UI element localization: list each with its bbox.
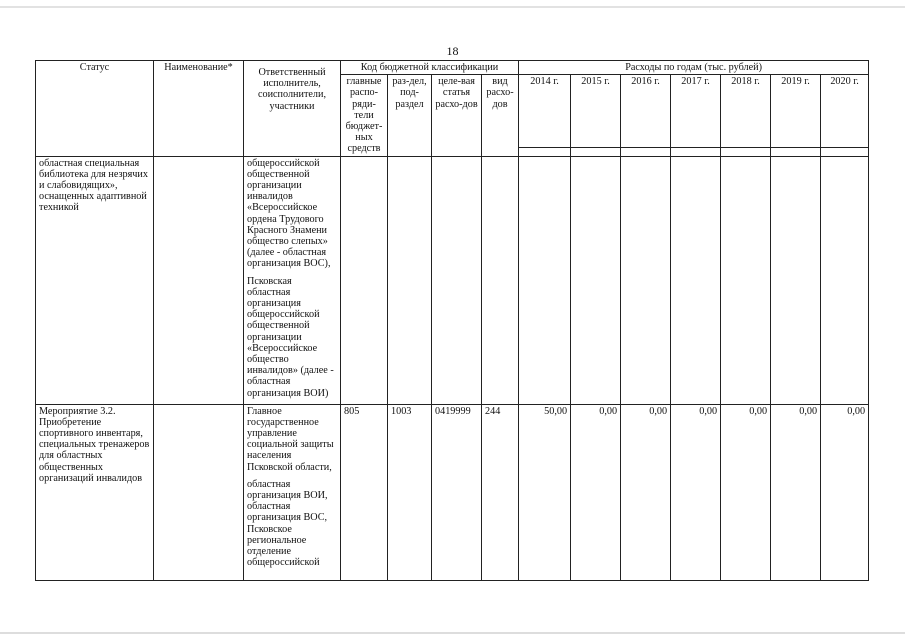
value-2019 <box>771 156 821 404</box>
header-row-1 <box>36 61 869 75</box>
scan-bottom-edge <box>0 632 905 634</box>
header-status: Статус <box>36 61 154 157</box>
value-2017 <box>671 156 721 404</box>
responsible-part: областная организация ВОИ, областная организация ВОС, Псковское региональное отделение общероссийской <box>247 478 328 569</box>
header-year-2020: 2020 г. <box>821 75 869 148</box>
value-2019: 0,00 <box>771 404 821 580</box>
code-section: 1003 <box>388 404 432 580</box>
header-year-2017: 2017 г. <box>671 75 721 148</box>
header-year-2014: 2014 г. <box>519 75 571 148</box>
header-year-2019: 2019 г. <box>771 75 821 148</box>
table-row <box>36 156 869 404</box>
header-expenses-group: Расходы по годам (тыс. рублей) <box>519 61 869 75</box>
table-row <box>36 404 869 580</box>
value-2014: 50,00 <box>519 404 571 580</box>
value-2020: 0,00 <box>821 404 869 580</box>
row-status: Мероприятие 3.2. Приобретение спортивного инвентаря, специальных тренажеров для областных общественных организаций инвалидов <box>36 404 154 580</box>
row-responsible <box>244 156 341 404</box>
value-2016: 0,00 <box>621 404 671 580</box>
value-2018 <box>721 156 771 404</box>
header-year-2018: 2018 г. <box>721 75 771 148</box>
header-code-group: Код бюджетной классификации <box>341 61 519 75</box>
header-code-target-item: целе-вая статья расхо-дов <box>432 75 482 156</box>
code-target-item <box>432 156 482 404</box>
header-name: Наименование* <box>154 61 244 157</box>
row-status: областная специальная библиотека для незрячих и слабовидящих», оснащенных адаптивной техникой <box>36 156 154 404</box>
code-expense-type <box>482 156 519 404</box>
value-2015 <box>571 156 621 404</box>
page-number: 18 <box>446 44 459 58</box>
header-responsible: Ответственный исполнитель, соисполнители, участники <box>244 61 341 157</box>
responsible-part: Псковская областная организация общероссийской общественной организации «Всероссийское общество инвалидов» (далее - областная организация ВОИ) <box>247 275 334 399</box>
header-code-main-manager: главные распо-ряди-тели бюджет-ных средств <box>341 75 388 156</box>
code-section <box>388 156 432 404</box>
row-name <box>154 156 244 404</box>
value-2015: 0,00 <box>571 404 621 580</box>
code-target-item: 0419999 <box>432 404 482 580</box>
row-responsible <box>244 404 341 580</box>
code-main-manager: 805 <box>341 404 388 580</box>
header-year-2015: 2015 г. <box>571 75 621 148</box>
responsible-part: общероссийской общественной организации инвалидов «Всероссийское ордена Трудового Красного Знамени общество слепых» (далее - областная организация ВОС), <box>247 157 331 270</box>
code-main-manager <box>341 156 388 404</box>
value-2020 <box>821 156 869 404</box>
header-year-2016: 2016 г. <box>621 75 671 148</box>
row-name <box>154 404 244 580</box>
value-2018: 0,00 <box>721 404 771 580</box>
code-expense-type: 244 <box>482 404 519 580</box>
value-2016 <box>621 156 671 404</box>
scan-top-edge <box>0 6 905 8</box>
value-2014 <box>519 156 571 404</box>
header-code-section: раз-дел, под-раздел <box>388 75 432 156</box>
value-2017: 0,00 <box>671 404 721 580</box>
header-code-expense-type: вид расхо-дов <box>482 75 519 156</box>
responsible-part: Главное государственное управление социальной защиты населения Псковской области, <box>247 405 334 473</box>
budget-table <box>35 60 869 581</box>
